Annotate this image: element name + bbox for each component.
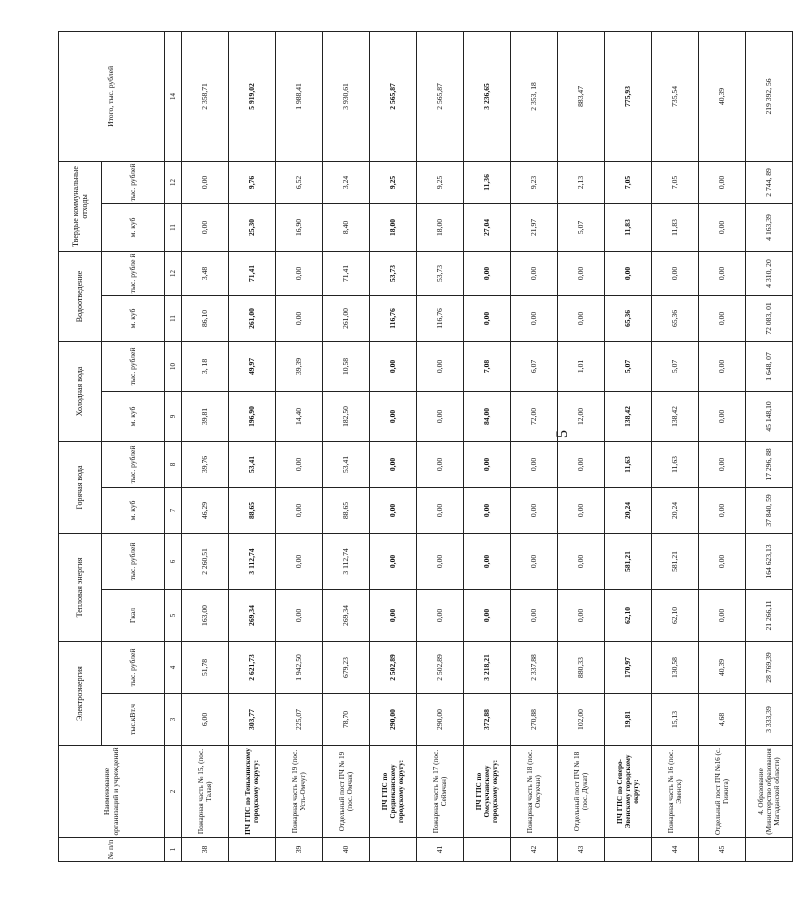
value-cell: 0,00 — [699, 341, 746, 391]
header-group-sewage: Водоотведение — [59, 251, 102, 341]
value-cell: 3 930,61 — [323, 31, 370, 161]
unit-label: м. куб — [102, 487, 165, 533]
org-name-cell: Пожарная часть № 16 (пос. Эвенск) — [652, 746, 699, 838]
value-cell: 0,00 — [276, 251, 323, 295]
value-cell: 88,65 — [323, 487, 370, 533]
value-cell: 14,40 — [276, 391, 323, 441]
value-cell: 39,76 — [182, 441, 229, 487]
value-cell: 372,88 — [464, 694, 511, 746]
value-cell: 40,39 — [699, 641, 746, 693]
col-number: 4 — [165, 641, 182, 693]
value-cell: 0,00 — [464, 533, 511, 589]
value-cell: 3,48 — [182, 251, 229, 295]
value-cell: 0,00 — [699, 441, 746, 487]
value-cell: 290,00 — [417, 694, 464, 746]
col-number: 2 — [165, 746, 182, 838]
value-cell: 53,73 — [417, 251, 464, 295]
value-cell: 116,76 — [417, 295, 464, 341]
value-cell: 2 565,87 — [370, 31, 417, 161]
value-cell: 3 218,21 — [464, 641, 511, 693]
value-cell: 5,07 — [605, 341, 652, 391]
value-cell: 130,58 — [652, 641, 699, 693]
value-cell: 2 358,71 — [182, 31, 229, 161]
value-cell: 1 942,50 — [276, 641, 323, 693]
value-cell: 9,25 — [370, 161, 417, 203]
row-number-cell: 40 — [323, 838, 370, 862]
value-cell: 7,05 — [652, 161, 699, 203]
expenses-table — [58, 31, 793, 862]
value-cell: 0,00 — [558, 533, 605, 589]
org-name-cell: ПЧ ГПС по Северо-Эвенскому городскому округу: — [605, 746, 652, 838]
value-cell: 49,97 — [229, 341, 276, 391]
col-number: 11 — [165, 203, 182, 251]
org-name-cell: Пожарная часть № 15, (пос. Талая) — [182, 746, 229, 838]
value-cell: 0,00 — [699, 589, 746, 641]
value-cell: 880,33 — [558, 641, 605, 693]
value-cell: 0,00 — [699, 391, 746, 441]
value-cell: 0,00 — [511, 295, 558, 341]
header-group-cold-water: Холодная вода — [59, 341, 102, 441]
rotated-table-wrapper — [58, 32, 793, 862]
value-cell: 8,40 — [323, 203, 370, 251]
page-number: 5 — [554, 430, 571, 438]
value-cell: 7,08 — [464, 341, 511, 391]
unit-label: м. куб — [102, 295, 165, 341]
table-row — [464, 31, 511, 861]
row-number-cell — [464, 838, 511, 862]
value-cell: 2 337,88 — [511, 641, 558, 693]
value-cell: 2 565,87 — [417, 31, 464, 161]
table-row — [276, 31, 323, 861]
table-row — [229, 31, 276, 861]
row-number-cell: 42 — [511, 838, 558, 862]
value-cell: 0,00 — [464, 487, 511, 533]
value-cell: 0,00 — [182, 161, 229, 203]
value-cell: 196,90 — [229, 391, 276, 441]
value-cell: 0,00 — [276, 441, 323, 487]
value-cell: 3 112,74 — [323, 533, 370, 589]
value-cell: 37 840, 59 — [746, 487, 793, 533]
row-number-cell — [370, 838, 417, 862]
value-cell: 3,24 — [323, 161, 370, 203]
value-cell: 72,00 — [511, 391, 558, 441]
value-cell: 0,00 — [511, 251, 558, 295]
value-cell: 0,00 — [370, 391, 417, 441]
table-row — [746, 31, 793, 861]
value-cell: 0,00 — [652, 251, 699, 295]
value-cell: 0,00 — [558, 295, 605, 341]
org-name-cell: Отдельный пост ПЧ №16 (с. Гижига) — [699, 746, 746, 838]
value-cell: 581,21 — [605, 533, 652, 589]
unit-label: тыс. рубле й — [102, 251, 165, 295]
value-cell: 138,42 — [605, 391, 652, 441]
table-row — [558, 31, 605, 861]
header-group-heat: Тепловая энергия — [59, 533, 102, 641]
value-cell: 39,39 — [276, 341, 323, 391]
unit-label: тыс. рублей — [102, 641, 165, 693]
unit-label: тыс. рублей — [102, 161, 165, 203]
value-cell: 27,04 — [464, 203, 511, 251]
unit-label: тыс.кВт.ч — [102, 694, 165, 746]
col-number: 3 — [165, 694, 182, 746]
value-cell: 72 083, 01 — [746, 295, 793, 341]
value-cell: 9,25 — [417, 161, 464, 203]
org-name-cell: Отдельный пост ПЧ № 18 (пос. Дукат) — [558, 746, 605, 838]
row-number-cell — [605, 838, 652, 862]
value-cell: 1,01 — [558, 341, 605, 391]
table-row — [370, 31, 417, 861]
value-cell: 65,36 — [652, 295, 699, 341]
value-cell: 0,00 — [699, 295, 746, 341]
value-cell: 3 112,74 — [229, 533, 276, 589]
value-cell: 15,13 — [652, 694, 699, 746]
value-cell: 182,50 — [323, 391, 370, 441]
value-cell: 2 502,89 — [370, 641, 417, 693]
value-cell: 20,24 — [652, 487, 699, 533]
value-cell: 0,00 — [699, 251, 746, 295]
value-cell: 0,00 — [370, 441, 417, 487]
header-name: Наименование организаций и учреждений — [59, 746, 165, 838]
table-row — [417, 31, 464, 861]
col-number: 11 — [165, 295, 182, 341]
value-cell: 5 919,02 — [229, 31, 276, 161]
value-cell: 2 744, 89 — [746, 161, 793, 203]
value-cell: 51,78 — [182, 641, 229, 693]
value-cell: 53,41 — [229, 441, 276, 487]
table-row — [182, 31, 229, 861]
value-cell: 0,00 — [699, 487, 746, 533]
value-cell: 0,00 — [417, 589, 464, 641]
value-cell: 6,52 — [276, 161, 323, 203]
value-cell: 679,23 — [323, 641, 370, 693]
value-cell: 138,42 — [652, 391, 699, 441]
value-cell: 0,00 — [417, 441, 464, 487]
value-cell: 1 648, 07 — [746, 341, 793, 391]
header-num: № п/п — [59, 838, 165, 862]
value-cell: 4 310, 20 — [746, 251, 793, 295]
value-cell: 0,00 — [276, 589, 323, 641]
value-cell: 0,00 — [370, 487, 417, 533]
value-cell: 102,00 — [558, 694, 605, 746]
value-cell: 16,90 — [276, 203, 323, 251]
value-cell: 11,83 — [652, 203, 699, 251]
value-cell: 0,00 — [276, 533, 323, 589]
org-name-cell: 4. Образование (Министерство образования Магаданской области) — [746, 746, 793, 838]
value-cell: 62,10 — [605, 589, 652, 641]
value-cell: 883,47 — [558, 31, 605, 161]
value-cell: 53,41 — [323, 441, 370, 487]
value-cell: 0,00 — [511, 441, 558, 487]
value-cell: 0,00 — [370, 589, 417, 641]
col-number: 14 — [165, 31, 182, 161]
value-cell: 0,00 — [699, 161, 746, 203]
value-cell: 0,00 — [417, 391, 464, 441]
value-cell: 11,63 — [652, 441, 699, 487]
col-number: 9 — [165, 391, 182, 441]
value-cell: 164 623,13 — [746, 533, 793, 589]
value-cell: 7,05 — [605, 161, 652, 203]
value-cell: 45 148,10 — [746, 391, 793, 441]
value-cell: 261,00 — [323, 295, 370, 341]
value-cell: 0,00 — [511, 533, 558, 589]
table-row — [605, 31, 652, 861]
value-cell: 219 392, 56 — [746, 31, 793, 161]
table-row — [323, 31, 370, 861]
value-cell: 11,36 — [464, 161, 511, 203]
header-group-electricity: Электроэнергия — [59, 641, 102, 745]
col-number: 12 — [165, 161, 182, 203]
value-cell: 170,97 — [605, 641, 652, 693]
value-cell: 4 163,39 — [746, 203, 793, 251]
value-cell: 163,00 — [182, 589, 229, 641]
col-number: 7 — [165, 487, 182, 533]
value-cell: 84,00 — [464, 391, 511, 441]
value-cell: 1 988,41 — [276, 31, 323, 161]
value-cell: 225,07 — [276, 694, 323, 746]
value-cell: 39,81 — [182, 391, 229, 441]
value-cell: 303,77 — [229, 694, 276, 746]
header-group-solid-waste: Твердые коммунальные отходы — [59, 161, 102, 251]
value-cell: 12,00 — [558, 391, 605, 441]
value-cell: 25,30 — [229, 203, 276, 251]
unit-label: тыс. рублей — [102, 441, 165, 487]
value-cell: 581,21 — [652, 533, 699, 589]
value-cell: 2 353, 18 — [511, 31, 558, 161]
row-number-cell: 44 — [652, 838, 699, 862]
value-cell: 0,00 — [558, 589, 605, 641]
row-number-cell: 45 — [699, 838, 746, 862]
value-cell: 11,83 — [605, 203, 652, 251]
org-name-cell: ПЧ ГПС по Среднеканскому городскому округу: — [370, 746, 417, 838]
value-cell: 19,81 — [605, 694, 652, 746]
value-cell: 21 266,11 — [746, 589, 793, 641]
unit-label: Гкал — [102, 589, 165, 641]
value-cell: 0,00 — [558, 441, 605, 487]
table-row — [511, 31, 558, 861]
value-cell: 86,10 — [182, 295, 229, 341]
value-cell: 0,00 — [558, 251, 605, 295]
value-cell: 0,00 — [558, 487, 605, 533]
value-cell: 0,00 — [464, 589, 511, 641]
value-cell: 269,34 — [229, 589, 276, 641]
org-name-cell: Пожарная часть № 17 (пос. Сеймчан) — [417, 746, 464, 838]
org-name-cell: ПЧ ГПС по Омсукчанскому городскому округу: — [464, 746, 511, 838]
value-cell: 4,68 — [699, 694, 746, 746]
value-cell: 88,65 — [229, 487, 276, 533]
value-cell: 0,00 — [276, 487, 323, 533]
value-cell: 20,24 — [605, 487, 652, 533]
value-cell: 3, 18 — [182, 341, 229, 391]
value-cell: 3 333,39 — [746, 694, 793, 746]
org-name-cell: ПЧ ГПС по Тенькинскому городскому округу: — [229, 746, 276, 838]
value-cell: 2,13 — [558, 161, 605, 203]
value-cell: 735,54 — [652, 31, 699, 161]
value-cell: 10,58 — [323, 341, 370, 391]
row-number-cell: 43 — [558, 838, 605, 862]
table-row — [652, 31, 699, 861]
value-cell: 290,00 — [370, 694, 417, 746]
col-number: 10 — [165, 341, 182, 391]
row-number-cell: 39 — [276, 838, 323, 862]
row-number-cell — [229, 838, 276, 862]
col-number: 5 — [165, 589, 182, 641]
row-number-cell — [746, 838, 793, 862]
org-name-cell: Отдельный пост ПЧ № 19 (пос. Омчак) — [323, 746, 370, 838]
value-cell: 40,39 — [699, 31, 746, 161]
header-group-hot-water: Горячая вода — [59, 441, 102, 533]
table-body — [182, 31, 793, 861]
col-number: 8 — [165, 441, 182, 487]
value-cell: 2 260,51 — [182, 533, 229, 589]
unit-label: тыс. рублей — [102, 533, 165, 589]
value-cell: 0,00 — [511, 589, 558, 641]
col-number: 12 — [165, 251, 182, 295]
value-cell: 53,73 — [370, 251, 417, 295]
value-cell: 0,00 — [417, 533, 464, 589]
value-cell: 0,00 — [699, 533, 746, 589]
value-cell: 0,00 — [370, 533, 417, 589]
value-cell: 5,07 — [558, 203, 605, 251]
value-cell: 261,00 — [229, 295, 276, 341]
value-cell: 6,07 — [511, 341, 558, 391]
row-number-cell: 41 — [417, 838, 464, 862]
value-cell: 9,23 — [511, 161, 558, 203]
value-cell: 28 769,39 — [746, 641, 793, 693]
value-cell: 18,00 — [417, 203, 464, 251]
table-row — [699, 31, 746, 861]
value-cell: 0,00 — [464, 251, 511, 295]
value-cell: 18,00 — [370, 203, 417, 251]
value-cell: 0,00 — [182, 203, 229, 251]
value-cell: 71,41 — [323, 251, 370, 295]
header-total: Итого, тыс. рублей — [59, 31, 165, 161]
value-cell: 9,76 — [229, 161, 276, 203]
value-cell: 62,10 — [652, 589, 699, 641]
value-cell: 21,97 — [511, 203, 558, 251]
value-cell: 0,00 — [511, 487, 558, 533]
value-cell: 46,29 — [182, 487, 229, 533]
value-cell: 0,00 — [417, 341, 464, 391]
value-cell: 2 502,89 — [417, 641, 464, 693]
value-cell: 0,00 — [276, 295, 323, 341]
value-cell: 0,00 — [605, 251, 652, 295]
value-cell: 17 296, 88 — [746, 441, 793, 487]
value-cell: 270,88 — [511, 694, 558, 746]
value-cell: 65,36 — [605, 295, 652, 341]
unit-label: тыс. рублей — [102, 341, 165, 391]
value-cell: 116,76 — [370, 295, 417, 341]
unit-label: м. куб — [102, 391, 165, 441]
org-name-cell: Пожарная часть № 18 (пос. Омсукчан) — [511, 746, 558, 838]
value-cell: 11,63 — [605, 441, 652, 487]
value-cell: 0,00 — [464, 441, 511, 487]
value-cell: 2 621,73 — [229, 641, 276, 693]
value-cell: 269,34 — [323, 589, 370, 641]
value-cell: 0,00 — [370, 341, 417, 391]
value-cell: 0,00 — [417, 487, 464, 533]
value-cell: 5,07 — [652, 341, 699, 391]
row-number-cell: 38 — [182, 838, 229, 862]
col-number: 6 — [165, 533, 182, 589]
org-name-cell: Пожарная часть № 19 (пос. Усть-Омчуг) — [276, 746, 323, 838]
value-cell: 78,70 — [323, 694, 370, 746]
value-cell: 6,00 — [182, 694, 229, 746]
value-cell: 0,00 — [464, 295, 511, 341]
value-cell: 0,00 — [699, 203, 746, 251]
col-number: 1 — [165, 838, 182, 862]
value-cell: 3 236,65 — [464, 31, 511, 161]
unit-label: м. куб — [102, 203, 165, 251]
value-cell: 71,41 — [229, 251, 276, 295]
value-cell: 775,93 — [605, 31, 652, 161]
